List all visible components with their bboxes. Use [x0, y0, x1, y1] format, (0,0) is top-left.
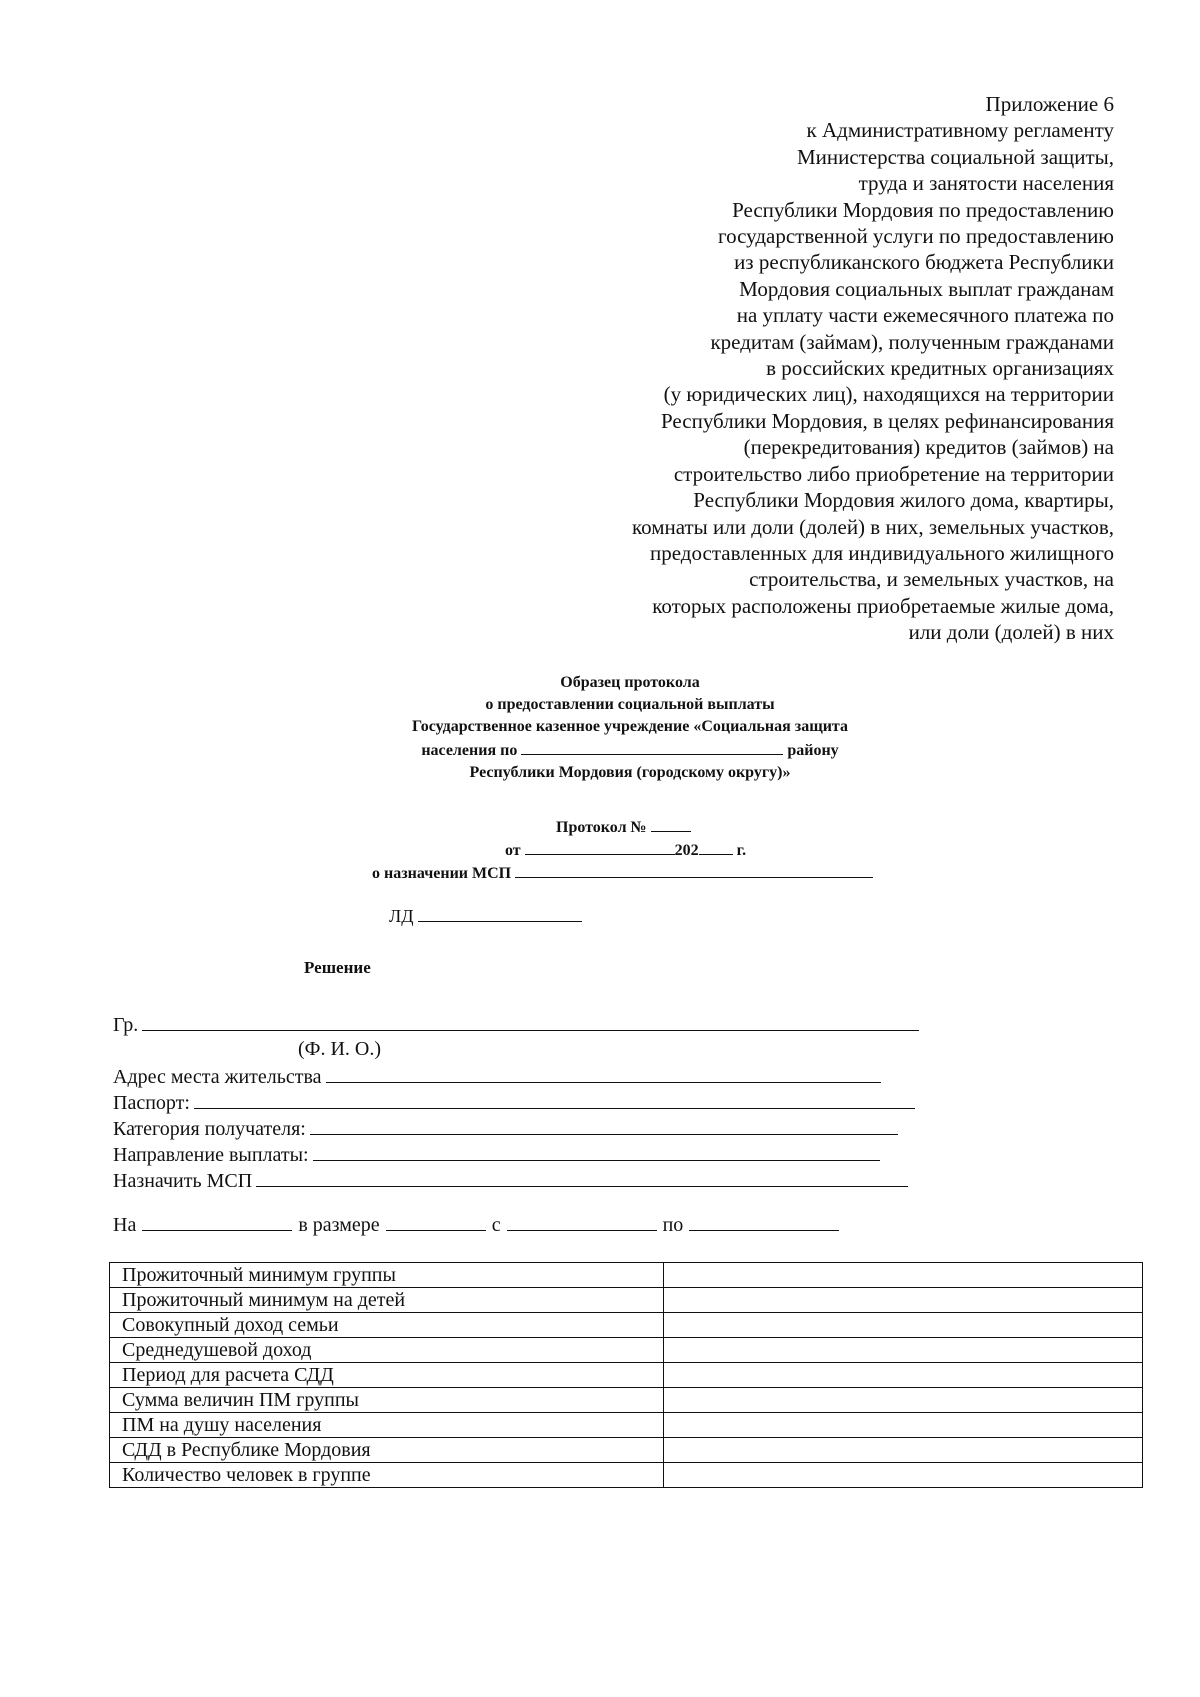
category-label: Категория получателя:	[113, 1118, 306, 1140]
appendix-line: комнаты или доли (долей) в них, земельных участков,	[631, 514, 1114, 539]
protocol-msp	[372, 861, 873, 883]
protocol-number-blank[interactable]	[651, 815, 691, 832]
assign-line[interactable]	[256, 1168, 908, 1187]
direction-field	[113, 1142, 880, 1167]
appendix-line: из республиканского бюджета Республики	[734, 250, 1114, 275]
row-label: СДД в Республике Мордовия	[110, 1438, 664, 1463]
row-value-cell[interactable]	[664, 1288, 1143, 1313]
direction-line[interactable]	[313, 1142, 880, 1161]
appendix-line: (у юридических лиц), находящихся на территории	[663, 382, 1114, 407]
address-line[interactable]	[326, 1064, 881, 1083]
row-value-cell[interactable]	[664, 1438, 1143, 1463]
appendix-line: на уплату части ежемесячного платежа по	[736, 303, 1114, 328]
appendix-line: которых расположены приобретаемые жилые дома,	[652, 593, 1114, 618]
address-label: Адрес места жительства	[113, 1066, 322, 1088]
institution-line-3: Республики Мордовия (городскому округу)»	[469, 764, 791, 781]
passport-field	[113, 1090, 915, 1115]
calculation-table	[109, 1262, 1143, 1488]
row-value-cell[interactable]	[664, 1463, 1143, 1488]
table-row	[110, 1338, 1143, 1363]
row-label: Количество человек в группе	[110, 1463, 664, 1488]
citizen-line[interactable]	[142, 1012, 919, 1031]
sample-title: Образец протокола	[560, 674, 700, 691]
row-label: Прожиточный минимум группы	[110, 1263, 664, 1288]
appendix-line: кредитам (займам), полученным гражданами	[710, 329, 1114, 354]
appendix-line: строительство либо приобретение на территории	[673, 461, 1114, 486]
institution-line-1: Государственное казенное учреждение «Социальная защита	[412, 718, 848, 735]
table-row	[110, 1313, 1143, 1338]
appendix-line: Мордовия социальных выплат гражданам	[739, 276, 1114, 301]
table-row	[110, 1288, 1143, 1313]
period-from-label: с	[491, 1214, 501, 1236]
category-field	[113, 1116, 898, 1141]
date-prefix: от	[505, 842, 521, 859]
citizen-label: Гр.	[113, 1014, 139, 1036]
sample-heading	[300, 672, 960, 784]
row-value-cell[interactable]	[664, 1263, 1143, 1288]
period-amount-blank[interactable]	[386, 1212, 486, 1231]
appendix-line: к Административному регламенту	[806, 118, 1114, 143]
table-row	[110, 1263, 1143, 1288]
row-label: Сумма величин ПМ группы	[110, 1388, 664, 1413]
appendix-line: в российских кредитных организациях	[766, 356, 1114, 381]
appendix-line: или доли (долей) в них	[908, 620, 1114, 645]
appendix-line: государственной услуги по предоставлению	[718, 224, 1114, 249]
period-on-blank[interactable]	[142, 1212, 292, 1231]
appendix-line: строительства, и земельных участков, на	[749, 567, 1114, 592]
category-line[interactable]	[310, 1116, 898, 1135]
decision-title: Решение	[304, 958, 371, 977]
appendix-line: Республики Мордовия, в целях рефинансирования	[661, 408, 1114, 433]
row-label: Прожиточный минимум на детей	[110, 1288, 664, 1313]
appendix-line: труда и занятости населения	[858, 171, 1114, 196]
row-value-cell[interactable]	[664, 1363, 1143, 1388]
row-value-cell[interactable]	[664, 1338, 1143, 1363]
district-blank[interactable]	[521, 738, 783, 755]
period-on-label: На	[113, 1214, 137, 1236]
table-row	[110, 1463, 1143, 1488]
table-row	[110, 1438, 1143, 1463]
ld-label: ЛД	[389, 906, 414, 926]
protocol-date	[505, 838, 746, 860]
date-year: 202	[674, 842, 699, 859]
appendix-line: Республики Мордовия жилого дома, квартиры,	[693, 488, 1114, 513]
passport-label: Паспорт:	[113, 1092, 190, 1114]
appendix-line: (перекредитования) кредитов (займов) на	[743, 435, 1114, 460]
row-label: Среднедушевой доход	[110, 1338, 664, 1363]
direction-label: Направление выплаты:	[113, 1144, 309, 1166]
table-row	[110, 1363, 1143, 1388]
date-suffix: г.	[736, 842, 747, 859]
appendix-header	[632, 91, 1114, 646]
appendix-line: Республики Мордовия по предоставлению	[732, 197, 1114, 222]
row-label: Совокупный доход семьи	[110, 1313, 664, 1338]
assign-field	[113, 1168, 908, 1193]
date-blank[interactable]	[525, 838, 675, 855]
appendix-line: предоставленных для индивидуального жилищного	[650, 540, 1114, 565]
appendix-line: Министерства социальной защиты,	[796, 144, 1114, 169]
ld-line	[389, 905, 582, 927]
appendix-line: Приложение 6	[985, 92, 1114, 116]
year-blank[interactable]	[699, 838, 733, 855]
address-field	[113, 1064, 881, 1089]
protocol-number	[556, 815, 691, 837]
msp-blank[interactable]	[515, 861, 873, 878]
row-label: Период для расчета СДД	[110, 1363, 664, 1388]
row-value-cell[interactable]	[664, 1313, 1143, 1338]
row-label: ПМ на душу населения	[110, 1413, 664, 1438]
period-line	[113, 1212, 845, 1237]
row-value-cell[interactable]	[664, 1388, 1143, 1413]
period-from-blank[interactable]	[507, 1212, 657, 1231]
table-row	[110, 1413, 1143, 1438]
institution-line-2	[300, 738, 960, 762]
msp-label: о назначении МСП	[372, 865, 512, 882]
period-amount-label: в размере	[298, 1214, 380, 1236]
assign-label: Назначить МСП	[113, 1170, 253, 1192]
citizen-field	[113, 1012, 919, 1037]
institution-suffix: району	[787, 742, 839, 759]
period-to-blank[interactable]	[689, 1212, 839, 1231]
passport-line[interactable]	[194, 1090, 915, 1109]
table-row	[110, 1388, 1143, 1413]
institution-prefix: населения по	[421, 742, 518, 759]
protocol-number-label: Протокол №	[556, 819, 647, 836]
period-to-label: по	[662, 1214, 684, 1236]
row-value-cell[interactable]	[664, 1413, 1143, 1438]
fio-hint: (Ф. И. О.)	[298, 1038, 382, 1060]
sample-subtitle: о предоставлении социальной выплаты	[485, 696, 775, 713]
ld-blank[interactable]	[418, 905, 582, 922]
